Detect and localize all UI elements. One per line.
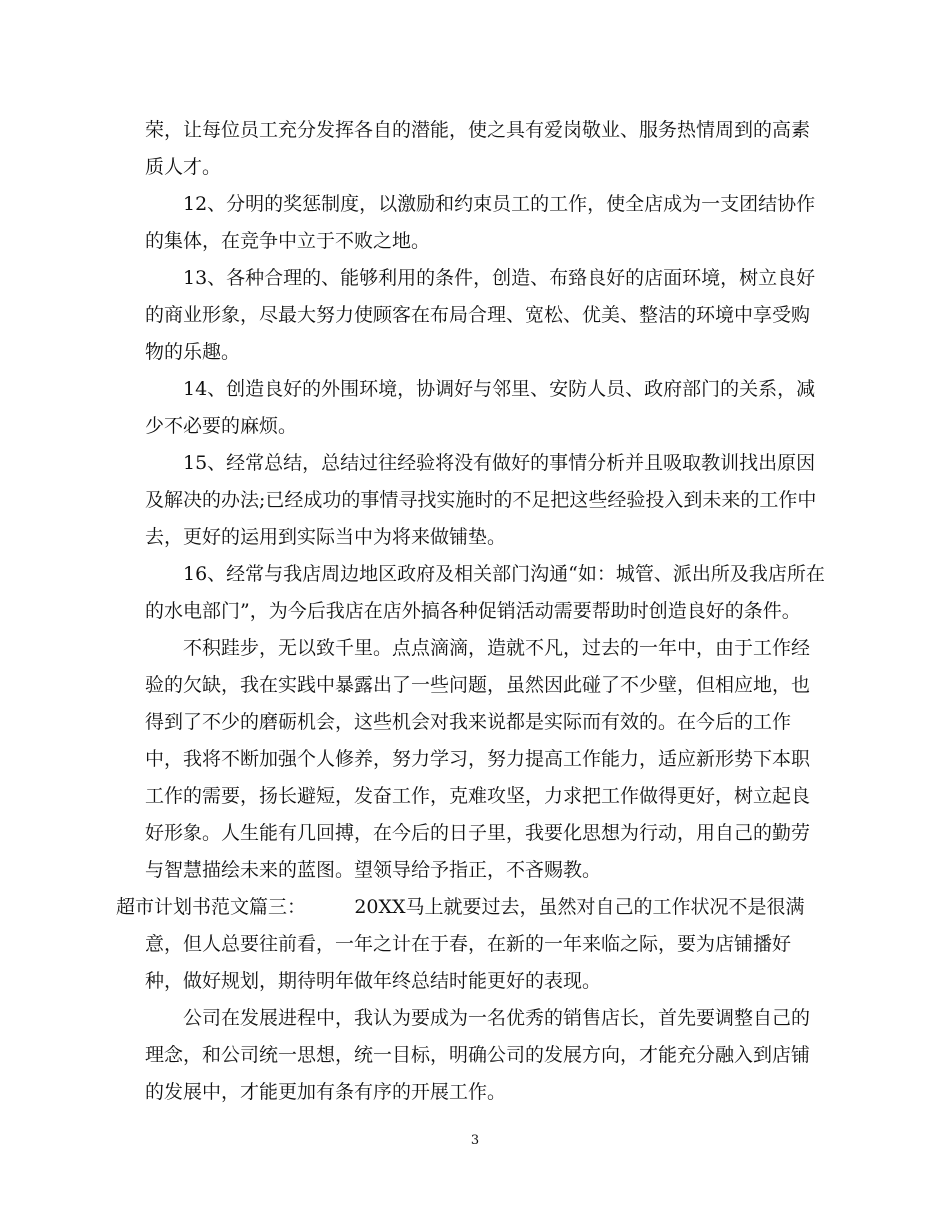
text-line: 中，我将不断加强个人修养，努力学习，努力提高工作能力，适应新形势下本职 [145, 748, 811, 770]
text-line: 少不必要的麻烦。 [145, 415, 298, 437]
text-line: 的集体，在竞争中立于不败之地。 [145, 230, 431, 252]
text-line: 14、创造良好的外围环境，协调好与邻里、安防人员、政府部门的关系，减 [183, 378, 816, 400]
text-line: 15、经常总结，总结过往经验将没有做好的事情分析并且吸取教训找出原因 [183, 452, 816, 474]
text-line: 验的欠缺，我在实践中暴露出了一些问题，虽然因此碰了不少壁，但相应地，也 [145, 674, 811, 696]
text-line: 好形象。人生能有几回搏，在今后的日子里，我要化思想为行动，用自己的勤劳 [145, 822, 811, 844]
text-line: 意，但人总要往前看，一年之计在于春，在新的一年来临之际，要为店铺播好 [145, 933, 792, 955]
text-line: 与智慧描绘未来的蓝图。望领导给予指正，不吝赐教。 [145, 859, 602, 881]
text-line: 种，做好规划，期待明年做年终总结时能更好的表现。 [145, 970, 602, 992]
page-number: 3 [470, 1133, 480, 1148]
text-line: 物的乐趣。 [145, 341, 241, 363]
text-line: 13、各种合理的、能够利用的条件，创造、布臵良好的店面环境，树立良好 [183, 267, 816, 289]
text-line: 去，更好的运用到实际当中为将来做铺垫。 [145, 526, 507, 548]
text-line: 工作的需要，扬长避短，发奋工作，克难攻坚，力求把工作做得更好，树立起良 [145, 785, 811, 807]
text-line: 公司在发展进程中，我认为要成为一名优秀的销售店长，首先要调整自己的 [183, 1007, 811, 1029]
text-line: 及解决的办法;已经成功的事情寻找实施时的不足把这些经验投入到未来的工作中 [145, 489, 817, 511]
text-line: 的商业形象，尽最大努力使顾客在布局合理、宽松、优美、整洁的环境中享受购 [145, 304, 811, 326]
text-line: 的水电部门”，为今后我店在店外搞各种促销活动需要帮助时创造良好的条件。 [145, 600, 801, 622]
text-line: 质人才。 [145, 156, 222, 178]
text-line: 16、经常与我店周边地区政府及相关部门沟通“如：城管、派出所及我店所在 [183, 563, 825, 585]
text-line: 得到了不少的磨砺机会，这些机会对我来说都是实际而有效的。在今后的工作 [145, 711, 792, 733]
text-line: 理念，和公司统一思想，统一目标，明确公司的发展方向，才能充分融入到店铺 [145, 1044, 811, 1066]
text-line: 的发展中，才能更加有条有序的开展工作。 [145, 1081, 507, 1103]
text-line: 不积跬步，无以致千里。点点滴滴，造就不凡，过去的一年中，由于工作经 [183, 637, 811, 659]
text-line: 超市计划书范文篇三： 20XX马上就要过去，虽然对自己的工作状况不是很满 [116, 896, 805, 918]
text-line: 12、分明的奖惩制度，以激励和约束员工的工作，使全店成为一支团结协作 [183, 193, 816, 215]
text-line: 荣，让每位员工充分发挥各自的潜能，使之具有爱岗敬业、服务热情周到的高素 [145, 119, 811, 141]
